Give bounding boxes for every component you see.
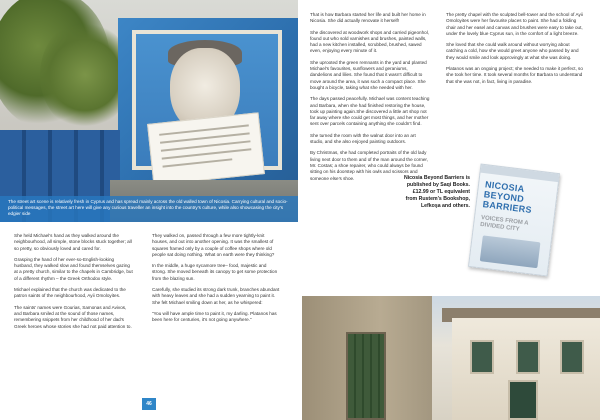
cover-artwork bbox=[480, 235, 541, 268]
paragraph: She turned the room with the walnut door into an art studio, and she also enjoyed painting outdoors. bbox=[310, 132, 416, 145]
paragraph: That is how Barbara started her life and built her home in Nicosia. She did actually renovate it herself! bbox=[310, 12, 426, 24]
house-door bbox=[508, 380, 538, 420]
paragraph: Platanos was an ongoing project; she needed to make it perfect, so she took her time. It took several months for Barbara to understand that she was not, in fact, living in paradise. bbox=[446, 66, 583, 84]
text-column-4 bbox=[446, 12, 586, 90]
mural-newspaper bbox=[147, 112, 265, 185]
paragraph: The pretty chapel with the sculpted bell-tower and the school of Ayii Omoloyites were her favourite places to paint. She had a folding chair and her easel and canvas and brushes were easy to take out, under the lovely blue Cyprus sun, in the comfort of a light breeze. bbox=[446, 12, 583, 36]
window bbox=[470, 340, 494, 374]
paragraph: Carefully, she studied its strong dark trunk, branches abundant with heavy leaves and she had a sudden yearning to paint it. She felt Michael smiling down at her, as he whispered: bbox=[152, 287, 280, 305]
window bbox=[560, 340, 584, 374]
paragraph: Grasping the hand of her ever-so-English-looking husband, they walked slow and found themselves gazing at a pretty church, similar to the chapels in Cambridge, but of a different rhythm – the Greek Orthodox style. bbox=[14, 256, 133, 281]
paragraph: The saints’ names were Gourias, Samonas and Avivos, and Barbara smiled at the sound of those names, remembering snippets from her childhood of her dad’s Greek heroes whose stories she had not paid attention to. bbox=[14, 304, 132, 329]
old-town-houses-photo bbox=[302, 296, 600, 420]
cover-title: NICOSIA BEYOND BARRIERS bbox=[482, 179, 533, 216]
paragraph: She uprooted the green remnants in the yard and planted Michael’s favourites, sunflowers and geraniums, dandelions and lilies. She found that it wasn’t difficult to move around the area, it was such a compact place. She bought a bicycle, taking what she needed with her. bbox=[310, 59, 427, 90]
paragraph: They walked on, passed through a few more tightly-knit houses, and out into another opening. It was the smallest of squares framed only by a couple of coffee shops where old people sat doing nothing. What on earth were they thinking? bbox=[152, 233, 275, 257]
text-column-3 bbox=[310, 12, 430, 187]
paragraph: She loved that she could walk around without worrying about catching a cold, how she would greet anyone who passed by and they would smile and look approvingly at what she was doing. bbox=[446, 42, 579, 60]
text-column-1 bbox=[14, 233, 134, 335]
book-info: Nicosia Beyond Barriers is published by Saqi Books. £12.99 or TL equivalent from Rustem’s Bookshop, Lefkoşa and others. bbox=[403, 175, 470, 209]
window bbox=[516, 340, 540, 374]
book-cover-image bbox=[468, 164, 560, 277]
paragraph: She held Michael’s hand as they walked around the neighbourhood, all simple, stone blocks stuck together; all so pretty, so obviously loved and cared for. bbox=[14, 233, 132, 251]
text-column-2 bbox=[152, 233, 280, 329]
paragraph: “You will have ample time to paint it, my darling. Platanos has been here for centuries, it’s not going anywhere.” bbox=[152, 310, 277, 323]
paragraph: The days passed peacefully. Michael was content teaching and Barbara, when she had finished restoring the house, took up painting again.She discovered a little art shop not far away where she could get most things, and her mother sent over parcels containing anything she couldn’t find. bbox=[310, 96, 430, 127]
paragraph: In the middle, a huge sycamore tree– food, majestic and strong. She moved beneath its canopy to get some protection from the blazing sun. bbox=[152, 263, 278, 281]
paragraph: By Christmas, she had completed portraits of the old lady living next door to them and of the man around the corner, Mr. Costas; a shoe repairer, who could always be found sitting on his doorstep with his owls and scissors and someone else’s shoe. bbox=[310, 150, 428, 181]
photo-caption: The street art scene is relatively fresh in Cyprus and has spread mainly across the old walled town of Nicosia. Carrying cultural and socio-political messages, the street art here will give any curious traveller an insight into the country’s culture, while also showcasing the city’s edgier side bbox=[0, 196, 298, 222]
page-number: 46 bbox=[142, 398, 156, 410]
street-art-photo bbox=[0, 0, 298, 222]
paragraph: Michael explained that the church was dedicated to the patron saints of the neighbourhood, Ayii Omoloyites. bbox=[14, 287, 126, 299]
paragraph: She discovered at woodwork shops and carried pigeonhol, found out who sold varnishes and brushes, painted walls, had a new kitchen installed, scrubbed, brushed, sawed even, enjoying every minute of it. bbox=[310, 29, 430, 54]
cover-subtitle: VOICES FROM A DIVIDED CITY bbox=[479, 214, 529, 233]
green-door bbox=[346, 332, 386, 420]
tree-foliage-2 bbox=[40, 20, 130, 130]
